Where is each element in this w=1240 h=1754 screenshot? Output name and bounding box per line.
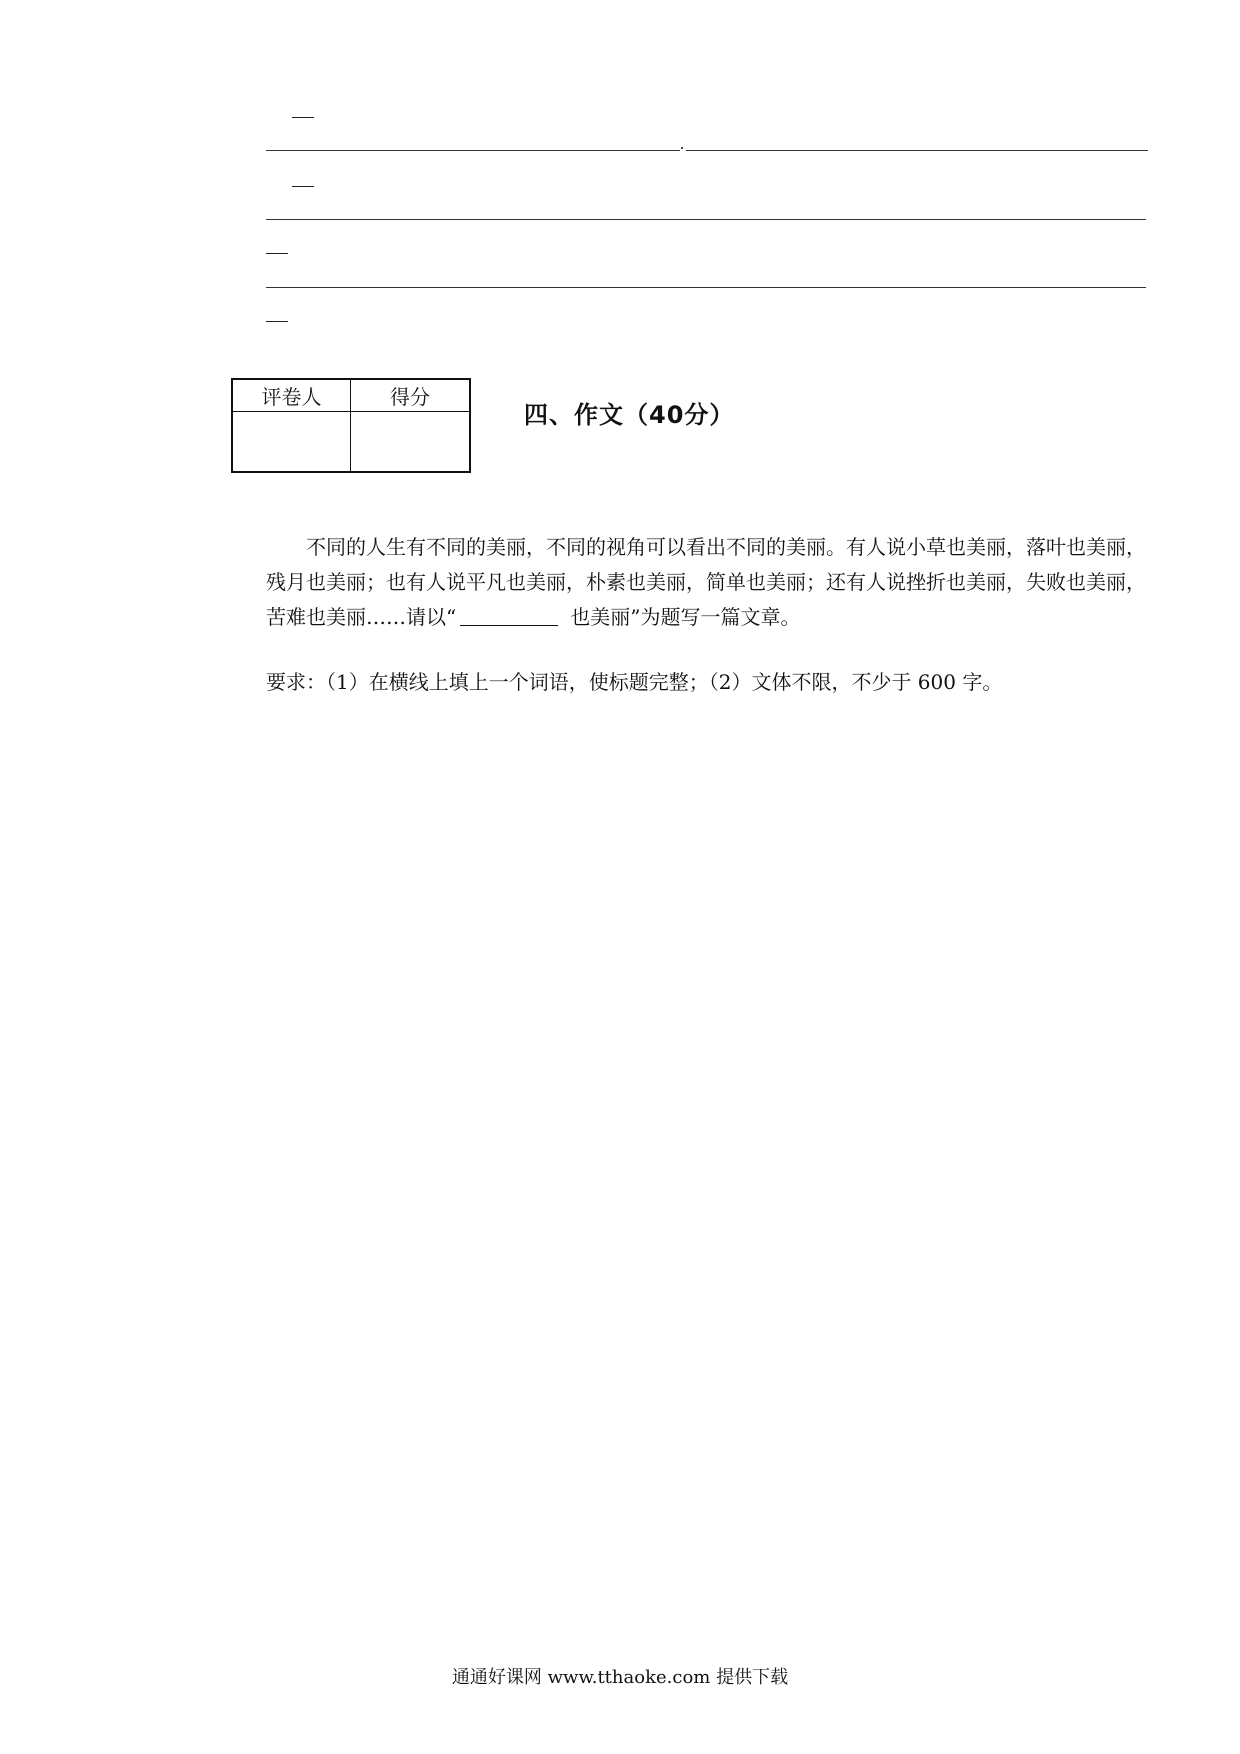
title-blank[interactable] — [460, 605, 558, 626]
score-table — [231, 378, 471, 473]
grader-cell[interactable] — [233, 412, 351, 471]
score-cell[interactable] — [351, 412, 469, 471]
answer-line-3 — [266, 287, 1146, 288]
answer-line-end-3 — [266, 321, 288, 322]
answer-line-start-2 — [292, 186, 314, 187]
answer-line-1b — [686, 150, 1148, 151]
footer: 通通好课网 www.tthaoke.com 提供下载 — [451, 1667, 789, 1688]
answer-line-mark — [681, 147, 683, 149]
requirements: 要求：（1）在横线上填上一个词语，使标题完整；（2）文体不限，不少于 600 字。 — [266, 670, 1003, 694]
section-title: 四、作文（40分） — [524, 401, 735, 429]
score-label: 得分 — [351, 380, 469, 412]
essay-prompt — [266, 530, 1148, 635]
answer-line-start-1 — [292, 117, 314, 118]
answer-line-2 — [266, 219, 1146, 220]
prompt-text-before: 不同的人生有不同的美丽，不同的视角可以看出不同的美丽。有人说小草也美丽，落叶也美丽，残月也美丽；也有人说平凡也美丽，朴素也美丽，简单也美丽；还有人说挫折也美丽，失败也美丽，苦难也美丽……请以“ — [266, 535, 1146, 629]
grader-label: 评卷人 — [233, 380, 351, 412]
answer-line-end-2 — [266, 253, 288, 254]
prompt-text-after: 也美丽”为题写一篇文章。 — [570, 605, 801, 629]
answer-line-1a — [266, 150, 680, 151]
